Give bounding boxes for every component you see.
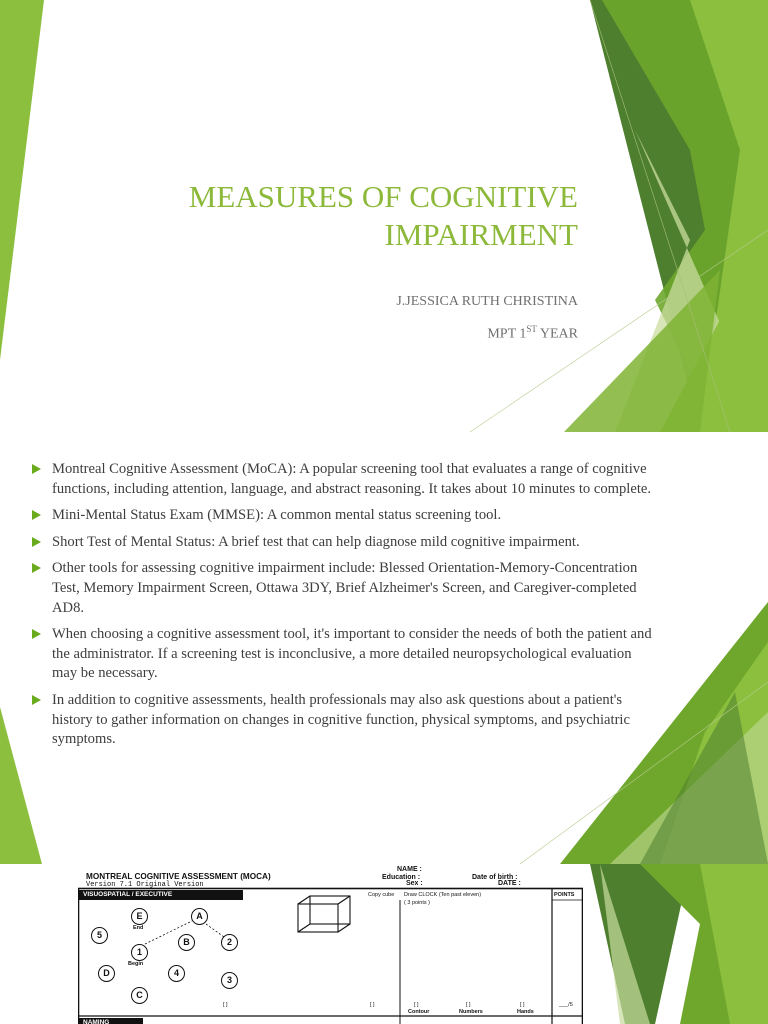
trail-node: B xyxy=(178,934,195,951)
begin-label: Begin xyxy=(128,961,144,967)
numbers-label: Numbers xyxy=(459,1009,483,1015)
course-prefix: MPT 1 xyxy=(487,326,527,342)
education-label: Education : xyxy=(382,874,421,881)
name-label: NAME : xyxy=(397,866,422,873)
section-visuospatial: VISUOSPATIAL / EXECUTIVE xyxy=(78,890,243,900)
end-label: End xyxy=(133,925,144,931)
trail-node: 4 xyxy=(168,965,185,982)
bracket-contour: [ ] xyxy=(414,1002,419,1008)
trail-node: E xyxy=(131,908,148,925)
content-slide xyxy=(0,432,768,864)
bullet-text: Montreal Cognitive Assessment (MoCA): A popular screening tool that evaluates a range of cognitive functions, including attention, language, and abstract reasoning. It takes about 10 minutes to complete. xyxy=(52,461,651,497)
bullet-arrow-icon xyxy=(32,695,41,705)
trail-node: 5 xyxy=(91,927,108,944)
course-suffix: YEAR xyxy=(536,326,578,342)
hands-label: Hands xyxy=(517,1009,534,1015)
course-year xyxy=(178,320,578,344)
moca-version: Version 7.1 Original Version xyxy=(86,881,204,889)
list-item xyxy=(32,559,657,618)
trail-node: 2 xyxy=(221,934,238,951)
slide-title: MEASURES OF COGNITIVE IMPAIRMENT xyxy=(188,179,578,252)
bullet-text: Short Test of Mental Status: A brief test that can help diagnose mild cognitive impairment. xyxy=(52,533,580,550)
bullet-arrow-icon xyxy=(32,629,41,639)
trail-node: C xyxy=(131,987,148,1004)
moca-form-lines xyxy=(78,864,583,1024)
title-slide xyxy=(0,0,768,432)
bullet-arrow-icon xyxy=(32,537,41,547)
bullet-text: Mini-Mental Status Exam (MMSE): A common mental status screening tool. xyxy=(52,507,502,524)
bullet-arrow-icon xyxy=(32,464,41,474)
bracket-numbers: [ ] xyxy=(466,1002,471,1008)
draw-clock-label: Draw CLOCK (Ten past eleven) xyxy=(404,892,482,898)
trail-node: 1 xyxy=(131,944,148,961)
trail-node: A xyxy=(191,908,208,925)
list-item xyxy=(32,506,657,526)
list-item xyxy=(32,460,657,499)
cube-drawing xyxy=(298,896,350,932)
moca-slide xyxy=(0,864,768,1024)
points-header: POINTS xyxy=(554,892,575,898)
bullet-text: Other tools for assessing cognitive impairment include: Blessed Orientation-Memory-Concentration Test, Memory Impairment Screen, Ottawa 3DY, Brief Alzheimer's Screen, and Caregiver-completed AD8. xyxy=(52,560,638,616)
course-superscript: ST xyxy=(526,324,537,334)
moca-title: MONTREAL COGNITIVE ASSESSMENT (MOCA) xyxy=(86,872,271,881)
bracket-cube: [ ] xyxy=(370,1002,375,1008)
trail-node: 3 xyxy=(221,972,238,989)
trail-node: D xyxy=(98,965,115,982)
moca-form xyxy=(78,864,583,1024)
bracket-trail: [ ] xyxy=(223,1002,228,1008)
date-label: DATE : xyxy=(498,880,521,887)
section-naming: NAMING xyxy=(78,1018,143,1024)
list-item xyxy=(32,533,657,553)
dob-label: Date of birth : xyxy=(472,874,518,881)
bullet-arrow-icon xyxy=(32,510,41,520)
bullet-list xyxy=(32,460,657,757)
bracket-hands: [ ] xyxy=(520,1002,525,1008)
bullet-text: In addition to cognitive assessments, health professionals may also ask questions about a patient's history to gather information on changes in cognitive function, physical symptoms, and psychiatric symptoms. xyxy=(52,691,630,748)
score-label: ___/5 xyxy=(559,1002,573,1008)
contour-label: Contour xyxy=(408,1009,430,1015)
list-item xyxy=(32,625,657,684)
bullet-arrow-icon xyxy=(32,563,41,573)
bullet-text: When choosing a cognitive assessment tool, it's important to consider the needs of both the patient and the administrator. If a screening test is inconclusive, a more detailed neuropsychological evaluation may be necessary. xyxy=(52,626,652,682)
author-name: J.JESSICA RUTH CHRISTINA xyxy=(396,294,578,309)
copy-cube-label: Copy cube xyxy=(368,892,395,898)
list-item xyxy=(32,691,657,750)
sex-label: Sex : xyxy=(406,880,423,887)
three-points-label: ( 3 points ) xyxy=(404,900,430,906)
